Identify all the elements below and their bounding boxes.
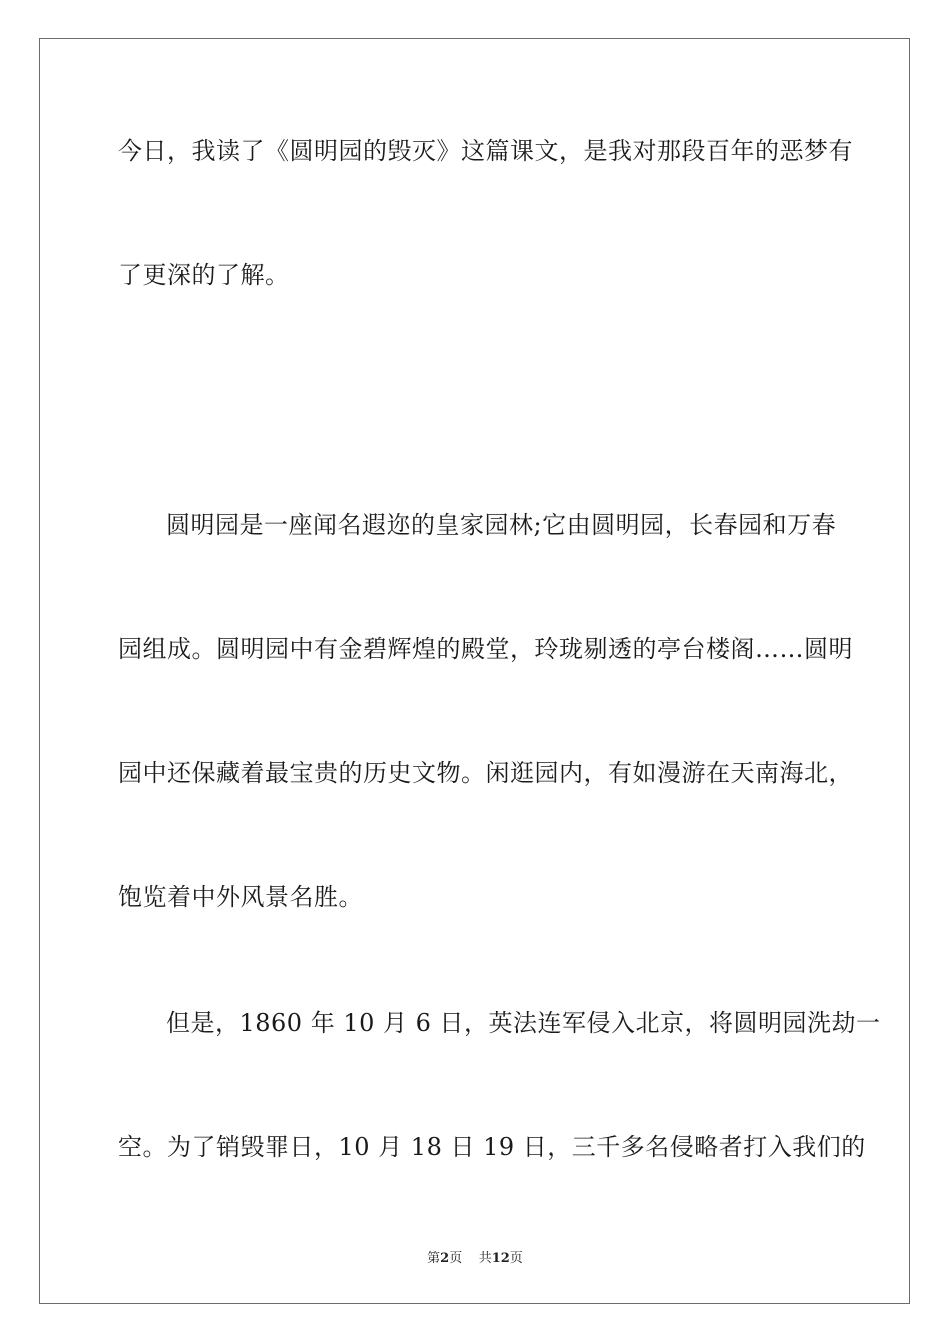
text-line: 园组成。圆明园中有金碧辉煌的殿堂，玲珑剔透的亭台楼阁……圆明 bbox=[118, 635, 853, 663]
text-line: 了更深的了解。 bbox=[118, 261, 290, 289]
page-prefix: 第 bbox=[427, 1251, 441, 1266]
text-line: 园中还保藏着最宝贵的历史文物。闲逛园内，有如漫游在天南海北， bbox=[118, 759, 853, 787]
total-suffix: 页 bbox=[509, 1251, 523, 1266]
text-line: 空。为了销毁罪日，10 月 18 日 19 日，三千多名侵略者打入我们的 bbox=[118, 1133, 866, 1161]
page-suffix: 页 bbox=[449, 1251, 463, 1266]
total-prefix: 共 bbox=[478, 1251, 492, 1266]
text-line: 今日，我读了《圆明园的毁灭》这篇课文，是我对那段百年的恶梦有 bbox=[118, 137, 853, 165]
paragraph-first-line: 圆明园是一座闻名遐迩的皇家园林;它由圆明园，长春园和万春 bbox=[166, 511, 837, 539]
page-border bbox=[39, 38, 910, 1304]
page-footer bbox=[0, 1247, 950, 1266]
page-total: 12 bbox=[491, 1251, 510, 1266]
page-current: 2 bbox=[440, 1251, 450, 1266]
text-line: 饱览着中外风景名胜。 bbox=[118, 883, 363, 911]
paragraph-first-line: 但是，1860 年 10 月 6 日，英法连军侵入北京，将圆明园洗劫一 bbox=[166, 1009, 881, 1037]
